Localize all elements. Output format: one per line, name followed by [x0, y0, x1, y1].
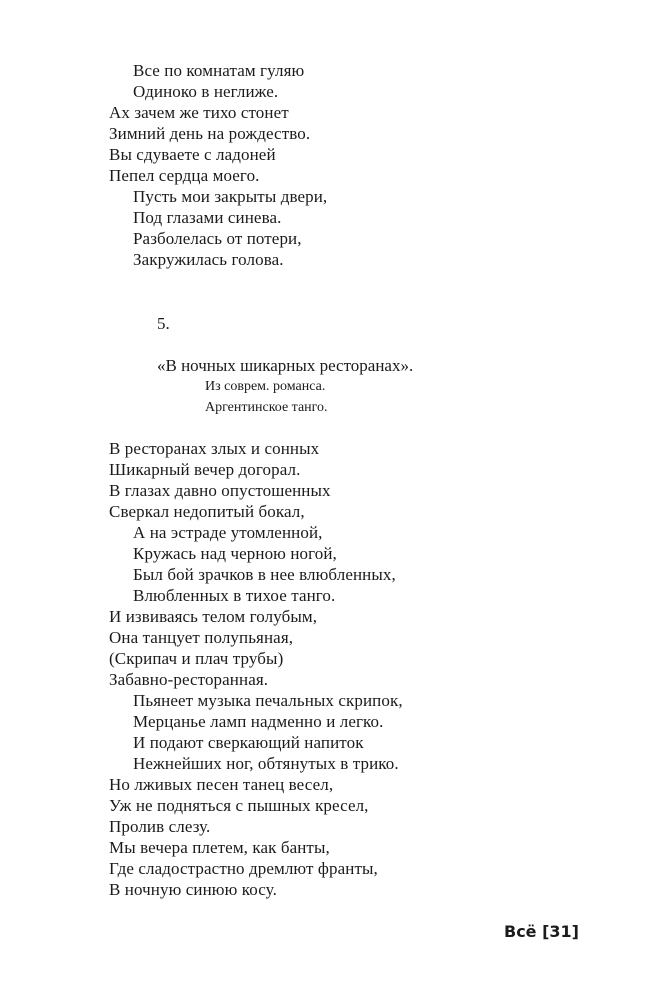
- poem-line: Все по комнатам гуляю: [133, 61, 305, 80]
- poem-line: Пепел сердца моего.: [109, 166, 260, 185]
- poem-line: Кружась над черною ногой,: [133, 544, 337, 563]
- poem-line: Мы вечера плетем, как банты,: [109, 838, 330, 857]
- poem-line: Пьянеет музыка печальных скрипок,: [133, 691, 403, 710]
- poem-line: Разболелась от потери,: [133, 229, 302, 248]
- poem-line: Вы сдуваете с ладоней: [109, 145, 276, 164]
- page-footer: Всё [31]: [504, 922, 579, 941]
- poem-line: Забавно-ресторанная.: [109, 670, 269, 689]
- epigraph-title: «В ночных шикарных ресторанах».: [157, 356, 414, 375]
- poem-line: Влюбленных в тихое танго.: [133, 586, 336, 605]
- poem-line: Но лживых песен танец весел,: [109, 775, 334, 794]
- poem-line: Уж не подняться с пышных кресел,: [109, 796, 369, 815]
- poem-line: Ах зачем же тихо стонет: [109, 103, 289, 122]
- section-number: 5.: [157, 314, 170, 333]
- poem-line: Одиноко в неглиже.: [133, 82, 279, 101]
- poem-line: Она танцует полупьяная,: [109, 628, 294, 647]
- poem-line: И подают сверкающий напиток: [133, 733, 364, 752]
- poem-line: Пролив слезу.: [109, 817, 211, 836]
- poem-line: Где сладострастно дремлют франты,: [109, 859, 378, 878]
- poem-line: Зимний день на рождество.: [109, 124, 311, 143]
- poem-line: Нежнейших ног, обтянутых в трико.: [133, 754, 399, 773]
- poem-line: Шикарный вечер догорал.: [109, 460, 301, 479]
- poem-line: В ночную синюю косу.: [109, 880, 277, 899]
- poem-line: (Скрипач и плач трубы): [109, 649, 284, 668]
- poem-line: Мерцанье ламп надменно и легко.: [133, 712, 384, 731]
- poem-line: Закружилась голова.: [133, 250, 284, 269]
- poem-line: Под глазами синева.: [133, 208, 282, 227]
- poem-line: Сверкал недопитый бокал,: [109, 502, 305, 521]
- epigraph-source: Аргентинское танго.: [205, 400, 328, 415]
- poem-line: Пусть мои закрыты двери,: [133, 187, 328, 206]
- poem-line: В ресторанах злых и сонных: [109, 439, 320, 458]
- poem-line: А на эстраде утомленной,: [133, 523, 323, 542]
- poem-line: Был бой зрачков в нее влюбленных,: [133, 565, 396, 584]
- epigraph-source: Из соврем. романса.: [205, 379, 326, 394]
- poem-line: В глазах давно опустошенных: [109, 481, 331, 500]
- poem-line: И извиваясь телом голубым,: [109, 607, 318, 626]
